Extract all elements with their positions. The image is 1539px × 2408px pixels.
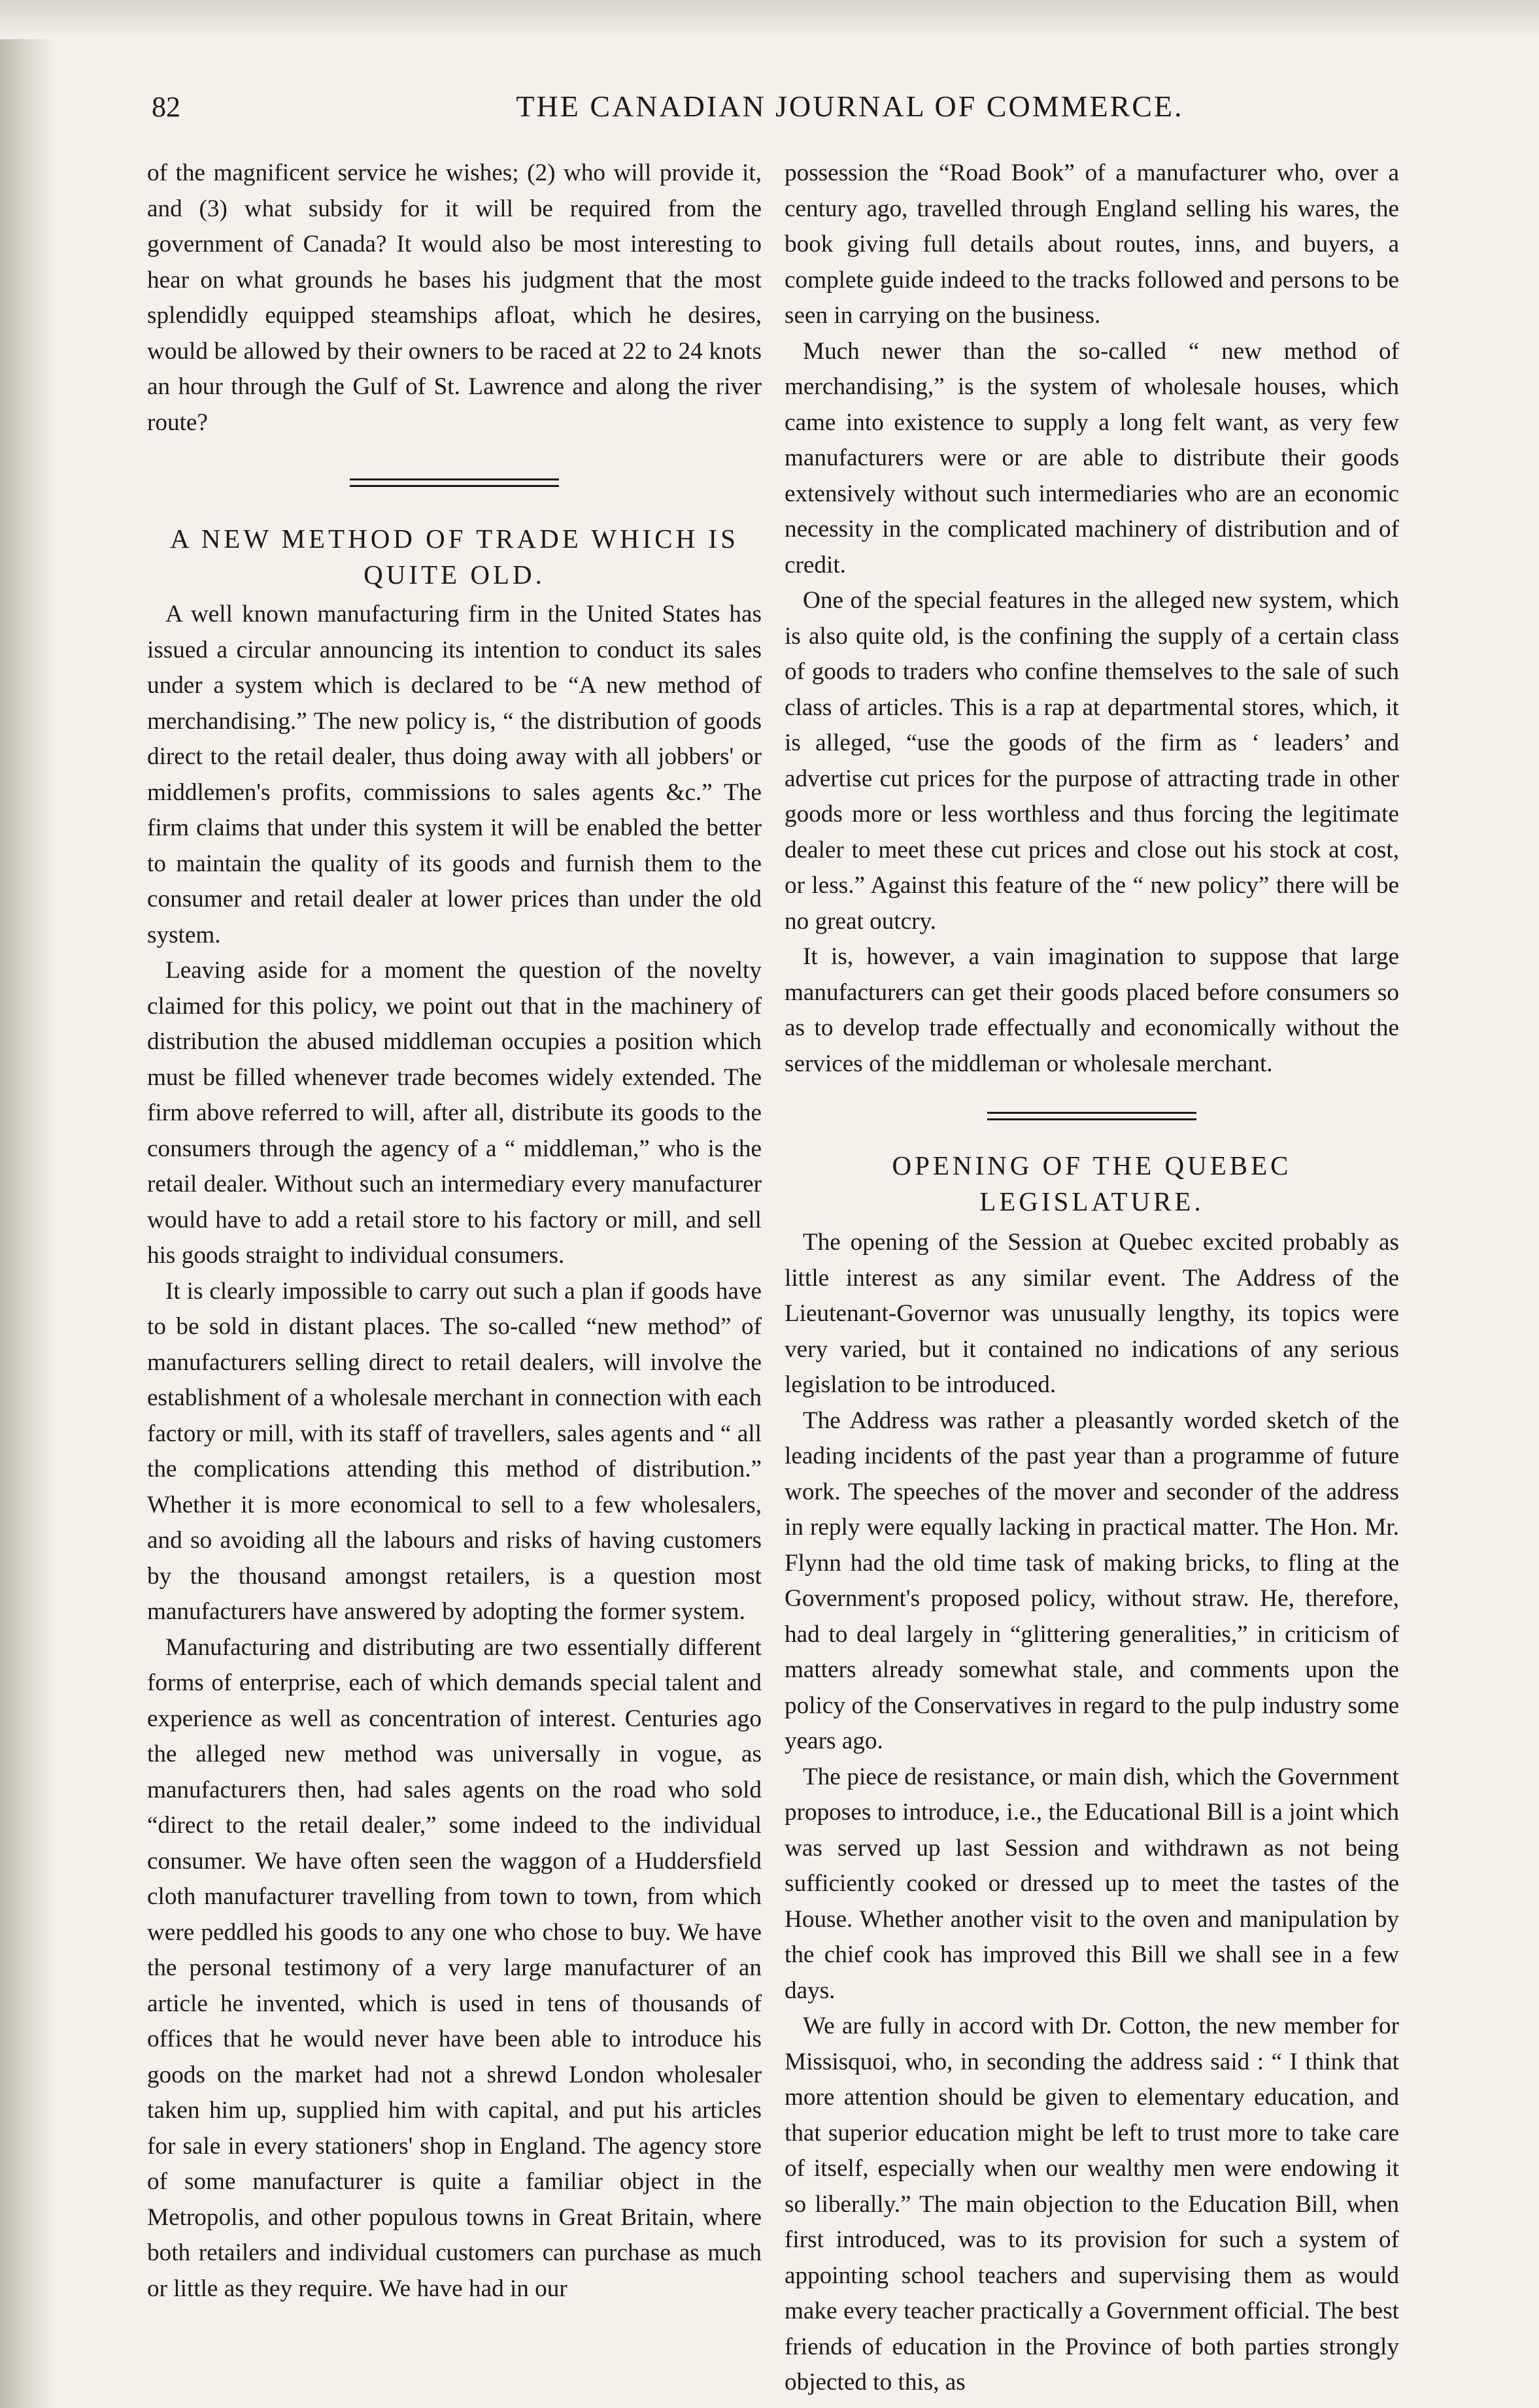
article-paragraph: The piece de resistance, or main dish, which the Government proposes to introduce, i.e., the Educational Bill is a joint which was served up last Session and withdrawn as not being sufficiently cooked or dressed up to meet the tastes of the House. Whether another visit to the oven and manipulation by the chief cook has improved this Bill we shall see in a few days.	[785, 1763, 1399, 2004]
page-number: 82	[152, 91, 180, 123]
continued-paragraph: of the magnificent service he wishes; (2) who will provide it, and (3) what subsidy for it will be required from the government of Canada? It would also be most interesting to hear on what grounds he bases his judgment that the most splendidly equipped steamships afloat, which he desires, would be allowed by their owners to be raced at 22 to 24 knots an hour through the Gulf of St. Lawrence and along the river route?	[147, 159, 762, 436]
right-column	[785, 156, 1399, 2401]
article-paragraph: possession the “Road Book” of a manufacturer who, over a century ago, travelled through England selling his wares, the book giving full details about routes, inns, and buyers, a complete guide indeed to the tracks followed and persons to be seen in carrying on the business.	[785, 159, 1399, 329]
article-title-quebec-legislature: OPENING OF THE QUEBEC LEGISLATURE.	[892, 1150, 1292, 1216]
section-divider	[350, 478, 559, 487]
article-paragraph: We are fully in accord with Dr. Cotton, the new member for Missisquoi, who, in seconding the address said : “ I think that more attention should be given to elementary education, and that superior education might be left to trust more to take care of itself, especially when our wealthy men were endowing it so liberally.” The main objection to the Education Bill, when first introduced, was to its provision for such a system of appointing school teachers and supervising them as would make every teacher practically a Government official. The best friends of education in the Province of both parties strongly objected to this, as	[785, 2013, 1399, 2396]
article-paragraph: Manufacturing and distributing are two essentially different forms of enterprise, each of which demands special talent and experience as well as concentration of interest. Centuries ago the alleged new method was universally in vogue, as manufacturers then, had sales agents on the road who sold “direct to the retail dealer,” some indeed to the individual consumer. We have often seen the waggon of a Huddersfield cloth manufacturer travelling from town to town, from which were peddled his goods to any one who chose to buy. We have the personal testimony of a very large manufacturer of an article he invented, which is used in tens of thousands of offices that he would never have been able to introduce his goods on the market had not a shrewd London wholesaler taken him up, supplied him with capital, and put his articles for sale in every stationers' shop in England. The agency store of some manufacturer is quite a familiar object in the Metropolis, and other populous towns in Great Britain, where both retailers and individual customers can purchase as much or little as they require. We have had in our	[147, 1633, 762, 2302]
article-paragraph: The Address was rather a pleasantly worded sketch of the leading incidents of the past year than a programme of future work. The speeches of the mover and seconder of the address in reply were equally lacking in practical matter. The Hon. Mr. Flynn had the old time task of making bricks, to fling at the Government's proposed policy, without straw. He, therefore, had to deal largely in “glittering generalities,” in criticism of matters already somewhat stale, and comments upon the policy of the Conservatives in regard to the pulp industry some years ago.	[785, 1407, 1399, 1754]
page-binding-shadow	[0, 0, 59, 2408]
running-title: THE CANADIAN JOURNAL OF COMMERCE.	[516, 90, 1184, 123]
article-paragraph: Much newer than the so-called “ new method of merchandising,” is the system of wholesale houses, which came into existence to supply a long felt want, as very few manufacturers were or are able to distribute their goods extensively without such intermediaries who are an economic necessity in the complicated machinery of distribution and of credit.	[785, 337, 1399, 578]
left-column	[147, 156, 762, 2307]
article-paragraph: Leaving aside for a moment the question of the novelty claimed for this policy, we point out that in the machinery of distribution the abused middleman occupies a position which must be filled whenever trade becomes widely extended. The firm above referred to will, after all, distribute its goods to the consumers through the agency of a “ middleman,” who is the retail dealer. Without such an intermediary every manufacturer would have to add a retail store to his factory or mill, and sell his goods straight to individual consumers.	[147, 957, 762, 1269]
article-paragraph: It is, however, a vain imagination to suppose that large manufacturers can get their goods placed before consumers so as to develop trade effectually and economically without the services of the middleman or wholesale merchant.	[785, 943, 1399, 1077]
article-paragraph: It is clearly impossible to carry out such a plan if goods have to be sold in distant places. The so-called “new method” of manufacturers selling direct to retail dealers, will involve the establishment of a wholesale merchant in connection with each factory or mill, with its staff of travellers, sales agents and “ all the complications attending this method of distribution.” Whether it is more economical to sell to a few wholesalers, and so avoiding all the labours and risks of having customers by the thousand amongst retailers, is a question most manufacturers have answered by adopting the former system.	[147, 1277, 762, 1625]
article-paragraph: One of the special features in the alleged new system, which is also quite old, is the confining the supply of a certain class of goods to traders who confine themselves to the sale of such class of articles. This is a rap at departmental stores, which, it is alleged, “use the goods of the firm as ‘ leaders’ and advertise cut prices for the purpose of attracting trade in other goods more or less worthless and thus forcing the legitimate dealer to meet these cut prices and close out his stock at cost, or less.” Against this feature of the “ new policy” there will be no great outcry.	[785, 587, 1399, 935]
article-paragraph: The opening of the Session at Quebec excited probably as little interest as any similar event. The Address of the Lieutenant-Governor was unusually lengthy, its topics were very varied, but it contained no indications of any serious legislation to be introduced.	[785, 1229, 1399, 1398]
page-top-edge	[0, 0, 1539, 39]
page-header	[144, 85, 1478, 131]
section-divider	[987, 1112, 1196, 1120]
article-title-new-method: A NEW METHOD OF TRADE WHICH IS QUITE OLD.	[170, 524, 739, 590]
article-paragraph: A well known manufacturing firm in the United States has issued a circular announcing its intention to conduct its sales under a system which is declared to be “A new method of merchandising.” The new policy is, “ the distribution of goods direct to the retail dealer, thus doing away with all jobbers' or middlemen's profits, commissions to sales agents &c.” The firm claims that under this system it will be enabled the better to maintain the quality of its goods and furnish them to the consumer and retail dealer at lower prices than under the old system.	[147, 601, 762, 948]
